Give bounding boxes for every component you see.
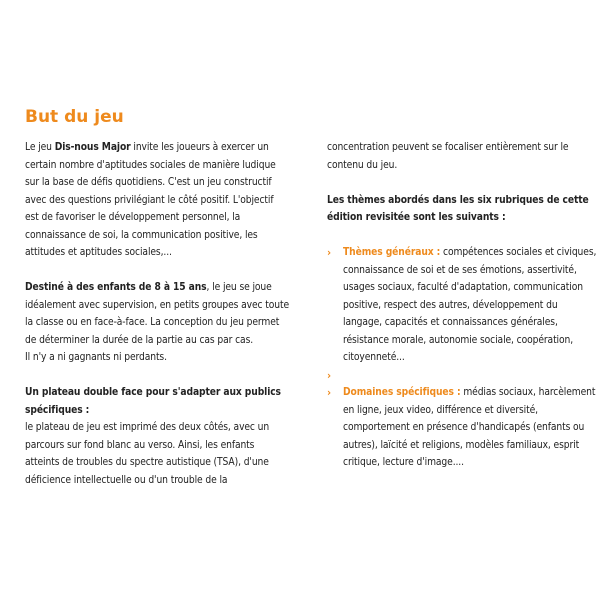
audience-line: de déterminer la durée de la partie au cas par cas. xyxy=(25,334,254,346)
general-themes-label: Thèmes généraux : xyxy=(343,247,441,258)
general-themes-line: langage, capacités et connaissances générales, xyxy=(343,317,558,328)
chevron-right-icon: › xyxy=(327,386,331,399)
intro-text-prefix: Le jeu xyxy=(25,142,55,153)
intro-text-suffix: invite les joueurs à exercer un xyxy=(130,142,269,153)
general-themes-line: usages sociaux, faculté d'adaptation, communication xyxy=(343,282,583,293)
right-column xyxy=(327,139,597,472)
chevron-right-icon: › xyxy=(327,368,331,382)
board-line: atteints de troubles du spectre autistique (TSA), d'une xyxy=(25,457,269,468)
intro-line: avec des questions privilégiant le côté positif. L'objectif xyxy=(25,194,274,206)
bullet-empty xyxy=(327,367,582,385)
intro-line: certain nombre d'aptitudes sociales de manière ludique xyxy=(25,159,276,171)
specific-domains-text: médias sociaux, harcèlement xyxy=(460,387,596,398)
audience-line: Il n'y a ni gagnants ni perdants. xyxy=(25,352,167,363)
general-themes-line: connaissance de soi et de ses émotions, assertivité, xyxy=(343,264,577,276)
bullet-specific-domains xyxy=(327,384,596,472)
general-themes-line: positive, respect des autres, développement du xyxy=(343,299,558,311)
specific-domains-line: en ligne, jeux video, différence et diversité, xyxy=(343,404,538,416)
general-themes-line: citoyenneté... xyxy=(343,352,405,363)
board-paragraph xyxy=(25,384,295,489)
bullet-general-themes xyxy=(327,244,597,367)
specific-domains-line: autres), laïcité et religions, modèles familiaux, esprit xyxy=(343,439,580,451)
intro-line: connaissance de soi, la communication positive, les xyxy=(25,229,258,241)
page-title: But du jeu xyxy=(25,107,124,127)
intro-line: attitudes et aptitudes sociales,... xyxy=(25,247,172,258)
board-heading-line: spécifiques : xyxy=(25,404,90,416)
specific-domains-line: critique, lecture d'image.... xyxy=(343,457,464,468)
board-line: parcours sur fond blanc au verso. Ainsi, les enfants xyxy=(25,439,255,451)
themes-heading xyxy=(327,192,589,227)
themes-heading-line: Les thèmes abordés dans les six rubriques de cette xyxy=(327,194,589,206)
specific-domains-label: Domaines spécifiques : xyxy=(343,387,461,398)
intro-paragraph xyxy=(25,139,295,262)
audience-text: , le jeu se joue xyxy=(206,282,272,293)
chevron-right-icon: › xyxy=(327,246,331,259)
left-column xyxy=(25,139,295,507)
continuation-line: concentration peuvent se focaliser entièrement sur le xyxy=(327,142,569,153)
board-heading-line: Un plateau double face pour s'adapter aux publics xyxy=(25,387,281,398)
game-name: Dis-nous Major xyxy=(54,142,131,153)
board-line: déficience intellectuelle ou d'un trouble de la xyxy=(25,474,228,486)
audience-highlight: Destiné à des enfants de 8 à 15 ans xyxy=(25,282,207,293)
audience-line: idéalement avec supervision, en petits groupes avec toute xyxy=(25,299,289,311)
intro-line: est de favoriser le développement personnel, la xyxy=(25,212,241,223)
audience-line: la classe ou en face-à-face. La conception du jeu permet xyxy=(25,317,280,328)
general-themes-text: compétences sociales et civiques, xyxy=(440,247,597,258)
continuation-line: contenu du jeu. xyxy=(327,159,398,171)
intro-line: sur la base de défis quotidiens. C'est un jeu constructif xyxy=(25,177,272,188)
board-line: le plateau de jeu est imprimé des deux côtés, avec un xyxy=(25,422,270,433)
specific-domains-line: comportement en présence d'handicapés (enfants ou xyxy=(343,422,585,433)
general-themes-line: résistance morale, autonomie sociale, coopération, xyxy=(343,334,574,346)
audience-paragraph xyxy=(25,279,295,367)
themes-heading-line: édition revisitée sont les suivants : xyxy=(327,212,506,223)
continuation-paragraph xyxy=(327,139,582,174)
